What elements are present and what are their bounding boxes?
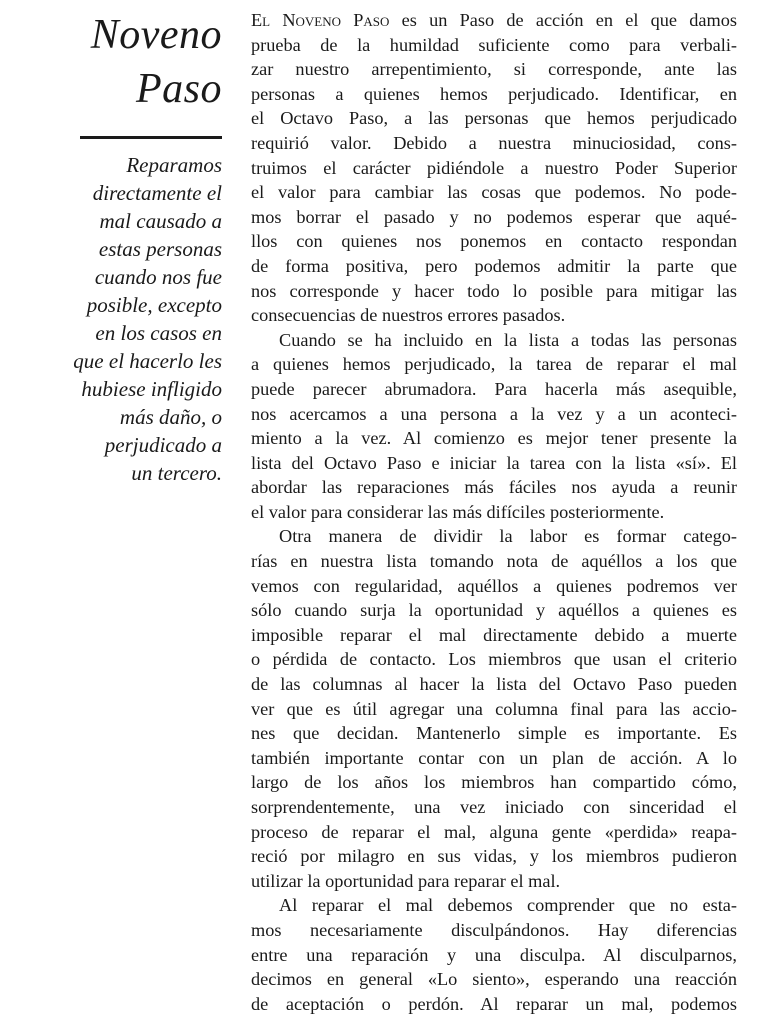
text-line: Cuando se ha incluido en la lista a todas las personas [279,329,737,350]
text-line: decimos en general «Lo siento», esperando una reacción [251,969,737,990]
summary-line: en los casos en [95,321,222,345]
summary-line: posible, excepto [86,293,222,317]
text-line: prueba de la humildad suficiente como para verbali- [251,34,737,55]
paragraph [251,8,737,328]
text-line: llos con quienes nos ponemos en contacto respondan [251,231,737,252]
text-line: reció por milagro en sus vidas, y los miembros pudieron [251,846,737,867]
text-line: de las columnas al hacer la lista del Octavo Paso pueden [251,674,737,695]
text-line: lista del Octavo Paso e iniciar la tarea con la lista «sí». El [251,452,737,473]
text-line: el valor para cambiar las cosas que podemos. No pode- [251,182,737,203]
summary-line: perjudicado a [104,433,222,457]
text-line: entre una reparación y una disculpa. Al disculparnos, [251,944,737,965]
text-line: nes que decidan. Mantenerlo simple es importante. Es [251,723,737,744]
text-line: ver que es útil agregar una columna final para las accio- [251,698,737,719]
paragraph [251,524,737,893]
text-line: largo de los años los miembros han compartido cómo, [251,772,737,793]
summary-line: más daño, o [119,405,222,429]
text-line: abordar las reparaciones más fáciles nos ayuda a reunir [251,477,737,498]
text-line: el Octavo Paso, a las personas que hemos perjudicado [251,108,737,129]
step-summary [58,151,226,487]
summary-line: directamente el [92,181,222,205]
summary-line: cuando nos fue [94,265,222,289]
text-line: de aceptación o perdón. Al reparar un mal, podemos [251,993,737,1014]
text-line: zar nuestro arrepentimiento, si corresponde, ante las [251,59,737,80]
summary-line: mal causado a [99,209,222,233]
lead-smallcaps: El Noveno Paso [251,10,390,30]
summary-line: Reparamos [126,153,222,177]
text-line-rest: es un Paso de acción en el que damos [389,10,737,30]
text-line: utilizar la oportunidad para reparar el mal. [251,870,561,891]
text-line: proceso de reparar el mal, alguna gente «perdida» reapa- [251,821,737,842]
text-line: puede parecer abrumadora. Para hacerla más asequible, [251,378,737,399]
step-title-line: Noveno [90,12,222,58]
text-line: rías en nuestra lista tomando nota de aquéllos a los que [251,551,737,572]
text-line: sorprendentemente, una vez iniciado con sinceridad el [251,797,737,817]
text-line: Otra manera de dividir la labor es formar catego- [279,526,737,547]
text-line: vemos con regularidad, aquéllos a quienes podremos ver [251,575,737,596]
text-line: de forma positiva, pero podemos admitir la parte que [251,255,737,276]
text-line: consecuencias de nuestros errores pasados. [251,305,566,326]
step-title-line: Paso [136,66,222,112]
text-line: imposible reparar el mal directamente debido a muerte [251,624,737,645]
text-line: nos acercamos a una persona a la vez y a un aconteci- [251,403,737,424]
text-line: miento a la vez. Al comienzo es mejor tener presente la [251,428,737,449]
summary-line: que el hacerlo les [73,349,222,373]
text-line: nos corresponde y hacer todo lo posible para mitigar las [251,280,737,301]
text-line [251,8,737,33]
text-line: truimos el carácter pidiéndole a nuestro Poder Superior [251,157,737,178]
title-divider [80,136,222,139]
text-line: personas a quienes hemos perjudicado. Identificar, en [251,83,737,104]
summary-line: un tercero. [131,461,222,485]
text-line: a quienes hemos perjudicado, la tarea de reparar el mal [251,354,737,375]
text-line: Al reparar el mal debemos comprender que no esta- [279,895,737,916]
paragraph [251,328,737,525]
summary-line: estas personas [98,237,222,261]
text-line: el valor para considerar las más difíciles posteriormente. [251,501,665,522]
text-line: sólo cuando surja la oportunidad y aquéllos a quienes es [251,600,737,621]
text-line: o pérdida de contacto. Los miembros que usan el criterio [251,649,737,670]
step-title [58,8,226,116]
body-text [251,8,737,1016]
text-line: mos borrar el pasado y no podemos esperar que aqué- [251,206,737,227]
text-line: mos necesariamente disculpándonos. Hay diferencias [251,919,737,940]
text-line: requirió valor. Debido a nuestra minuciosidad, cons- [251,132,737,153]
summary-line: hubiese infligido [81,377,222,401]
text-line: también importante contar con un plan de acción. A lo [251,747,737,768]
paragraph [251,893,737,1016]
sidebar [58,0,226,487]
